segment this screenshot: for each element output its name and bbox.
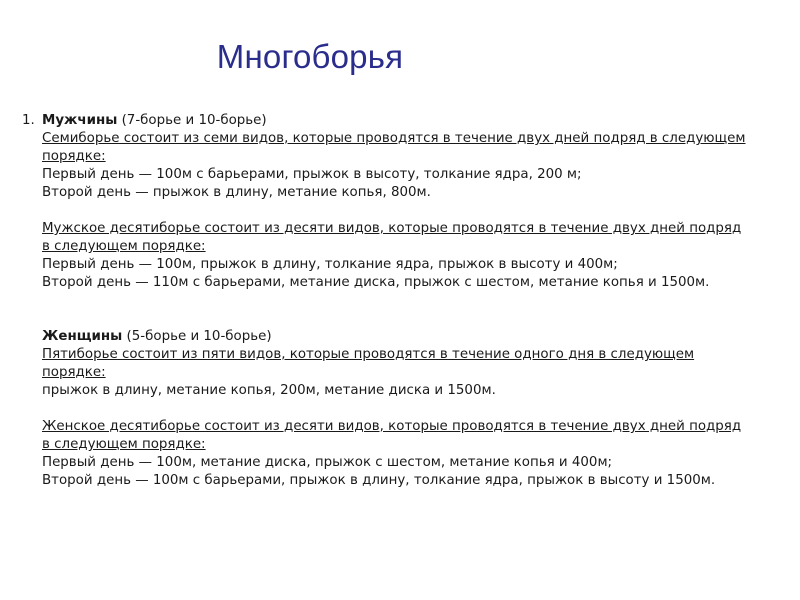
men-subtitle: (7-борье и 10-борье) [117,113,267,128]
men-decathlon-day2: Второй день — 110м с барьерами, метание диска, прыжок с шестом, метание копья и 1500м. [42,275,710,290]
women-decathlon-intro: Женское десятиборье состоит из десяти видов, которые проводятся в течение двух дней подряд в следующем порядке: [42,419,742,452]
women-decathlon-day2: Второй день — 100м с барьерами, прыжок в длину, толкание ядра, прыжок в высоту и 1500м. [42,473,716,488]
women-heading [22,328,747,346]
women-decathlon-section [22,418,747,490]
women-subtitle: (5-борье и 10-борье) [122,329,272,344]
men-decathlon-section [22,220,747,292]
men-heptathlon-section [22,130,747,202]
men-decathlon-intro: Мужское десятиборье состоит из десяти видов, которые проводятся в течение двух дней подряд в следующем порядке: [42,221,742,254]
men-heading [22,112,747,130]
men-heptathlon-intro: Семиборье состоит из семи видов, которые проводятся в течение двух дней подряд в следующем порядке: [42,131,746,164]
women-pentathlon-events: прыжок в длину, метание копья, 200м, метание диска и 1500м. [42,383,496,398]
women-title: Женщины [42,329,123,344]
women-decathlon-day1: Первый день — 100м, метание диска, прыжок с шестом, метание копья и 400м; [42,455,613,470]
slide-content [22,112,747,490]
slide-title: Многоборья [216,38,404,75]
women-pentathlon-section [22,346,747,400]
men-heptathlon-day1: Первый день — 100м с барьерами, прыжок в высоту, толкание ядра, 200 м; [42,167,582,182]
men-title: Мужчины [42,113,118,128]
men-heptathlon-day2: Второй день — прыжок в длину, метание копья, 800м. [42,185,431,200]
list-number: 1. [22,113,35,128]
women-pentathlon-intro: Пятиборье состоит из пяти видов, которые проводятся в течение одного дня в следующем порядке: [42,347,695,380]
men-decathlon-day1: Первый день — 100м, прыжок в длину, толкание ядра, прыжок в высоту и 400м; [42,257,618,272]
